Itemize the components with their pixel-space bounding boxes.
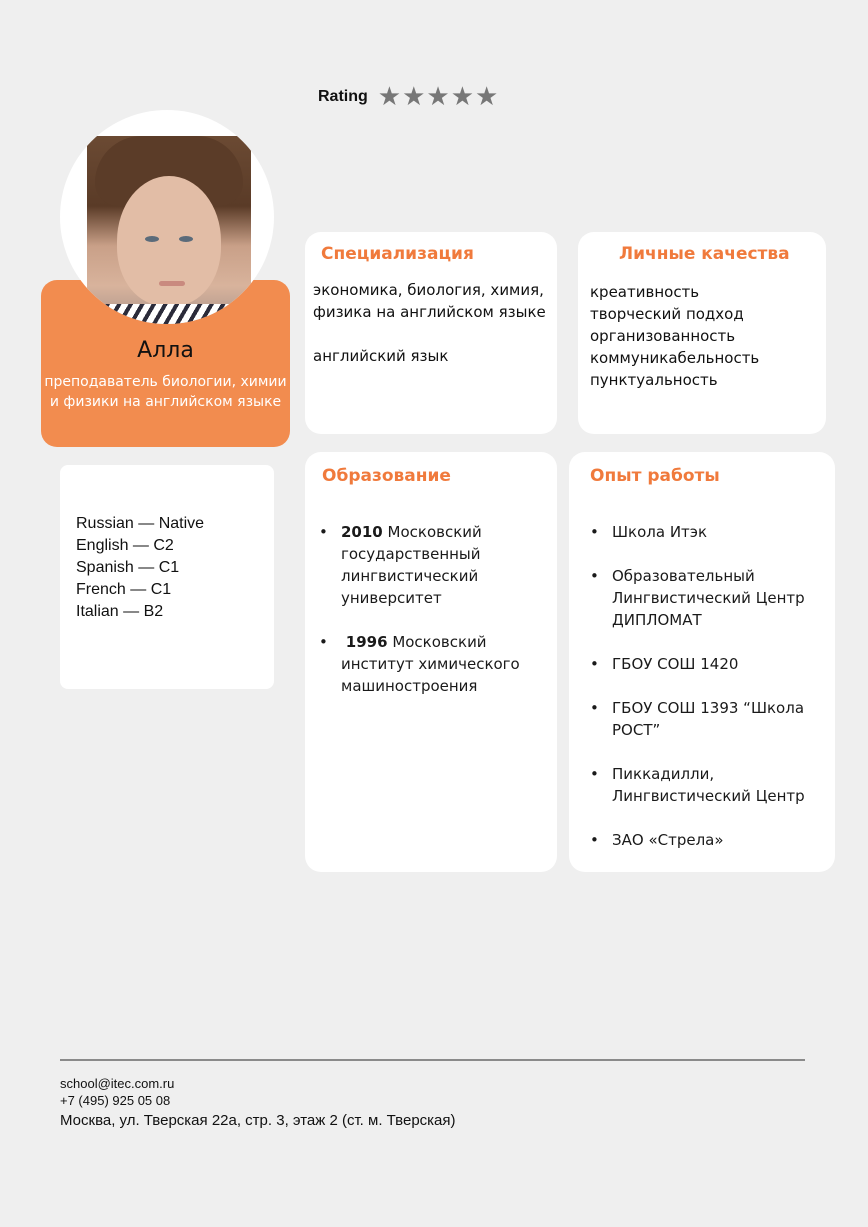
- specialization-line: физика на английском языке: [313, 303, 546, 321]
- experience-line: • ГБОУ СОШ 1420: [612, 655, 739, 673]
- rating-label: Rating: [318, 88, 368, 105]
- footer-email[interactable]: school@itec.com.ru: [60, 1076, 175, 1091]
- specialization-text: [313, 279, 546, 367]
- quality-item: коммуникабельность: [590, 349, 760, 367]
- footer-address: Москва, ул. Тверская 22а, стр. 3, этаж 2 (ст. м. Тверская): [60, 1112, 456, 1129]
- education-item: [319, 521, 520, 609]
- experience-line: • ГБОУ СОШ 1393 “Школа: [612, 699, 805, 717]
- language-item: Italian — B2: [76, 603, 164, 620]
- education-line: машиностроения: [341, 677, 478, 695]
- portrait-face: [117, 176, 221, 306]
- experience-line: • ЗАО «Стрела»: [612, 831, 724, 849]
- star-icon[interactable]: ★: [475, 82, 499, 112]
- languages-list: [76, 513, 204, 623]
- star-icon[interactable]: ★: [402, 82, 426, 112]
- profile-role-line: преподаватель биологии, химии: [44, 374, 287, 390]
- experience-item: [590, 653, 805, 675]
- experience-item: [590, 697, 805, 741]
- quality-item: организованность: [590, 327, 736, 345]
- education-line: лингвистический: [341, 567, 479, 585]
- experience-line: • Пиккадилли,: [612, 765, 715, 783]
- experience-line: ДИПЛОМАТ: [612, 611, 702, 629]
- profile-role: [41, 372, 290, 412]
- experience-list: [590, 521, 805, 873]
- experience-card: [569, 452, 835, 872]
- education-item: [319, 631, 520, 697]
- education-line: университет: [341, 589, 442, 607]
- quality-item: творческий подход: [590, 305, 744, 323]
- education-year: 2010: [341, 523, 383, 541]
- experience-line: РОСТ”: [612, 721, 661, 739]
- profile-photo: [60, 110, 274, 324]
- education-line: Московский: [387, 523, 482, 541]
- qualities-card: [578, 232, 826, 434]
- rating-stars: [378, 84, 500, 110]
- star-icon[interactable]: ★: [450, 82, 475, 112]
- experience-line: Лингвистический Центр: [612, 589, 805, 607]
- specialization-line: экономика, биология, химия,: [313, 281, 544, 299]
- education-card: [305, 452, 557, 872]
- experience-line: • Образовательный: [612, 567, 755, 585]
- education-line: институт химического: [341, 655, 520, 673]
- qualities-list: [590, 281, 759, 391]
- experience-item: [590, 829, 805, 851]
- language-item: English — C2: [76, 537, 174, 554]
- experience-line: • Школа Итэк: [612, 523, 708, 541]
- specialization-extra: английский язык: [313, 347, 449, 365]
- star-icon[interactable]: ★: [377, 82, 402, 112]
- portrait-eye: [145, 236, 159, 242]
- specialization-title: Специализация: [321, 244, 474, 264]
- experience-title: Опыт работы: [590, 466, 720, 486]
- profile-role-line: и физики на английском языке: [49, 394, 282, 410]
- education-list: [319, 521, 520, 719]
- specialization-card: [305, 232, 557, 434]
- portrait-shirt: [87, 304, 251, 324]
- footer-phone[interactable]: +7 (495) 925 05 08: [60, 1093, 171, 1108]
- experience-line: Лингвистический Центр: [612, 787, 805, 805]
- education-year: 1996: [345, 633, 388, 651]
- education-title: Образование: [322, 466, 451, 486]
- profile-name: Алла: [137, 338, 194, 363]
- portrait-eye: [179, 236, 193, 242]
- language-item: Spanish — C1: [76, 559, 180, 576]
- quality-item: пунктуальность: [590, 371, 718, 389]
- languages-card: [60, 465, 274, 689]
- experience-item: [590, 763, 805, 807]
- star-icon[interactable]: ★: [426, 82, 450, 112]
- education-line: государственный: [341, 545, 481, 563]
- quality-item: креативность: [590, 283, 700, 301]
- footer-divider: [60, 1059, 805, 1061]
- language-item: Russian — Native: [76, 515, 205, 532]
- experience-item: [590, 565, 805, 631]
- rating: [318, 84, 499, 110]
- education-line: Московский: [392, 633, 487, 651]
- footer: [60, 1075, 456, 1131]
- language-item: French — C1: [76, 581, 172, 598]
- portrait-image: [87, 136, 251, 324]
- qualities-title: Личные качества: [619, 244, 790, 264]
- experience-item: [590, 521, 805, 543]
- portrait-mouth: [159, 281, 185, 286]
